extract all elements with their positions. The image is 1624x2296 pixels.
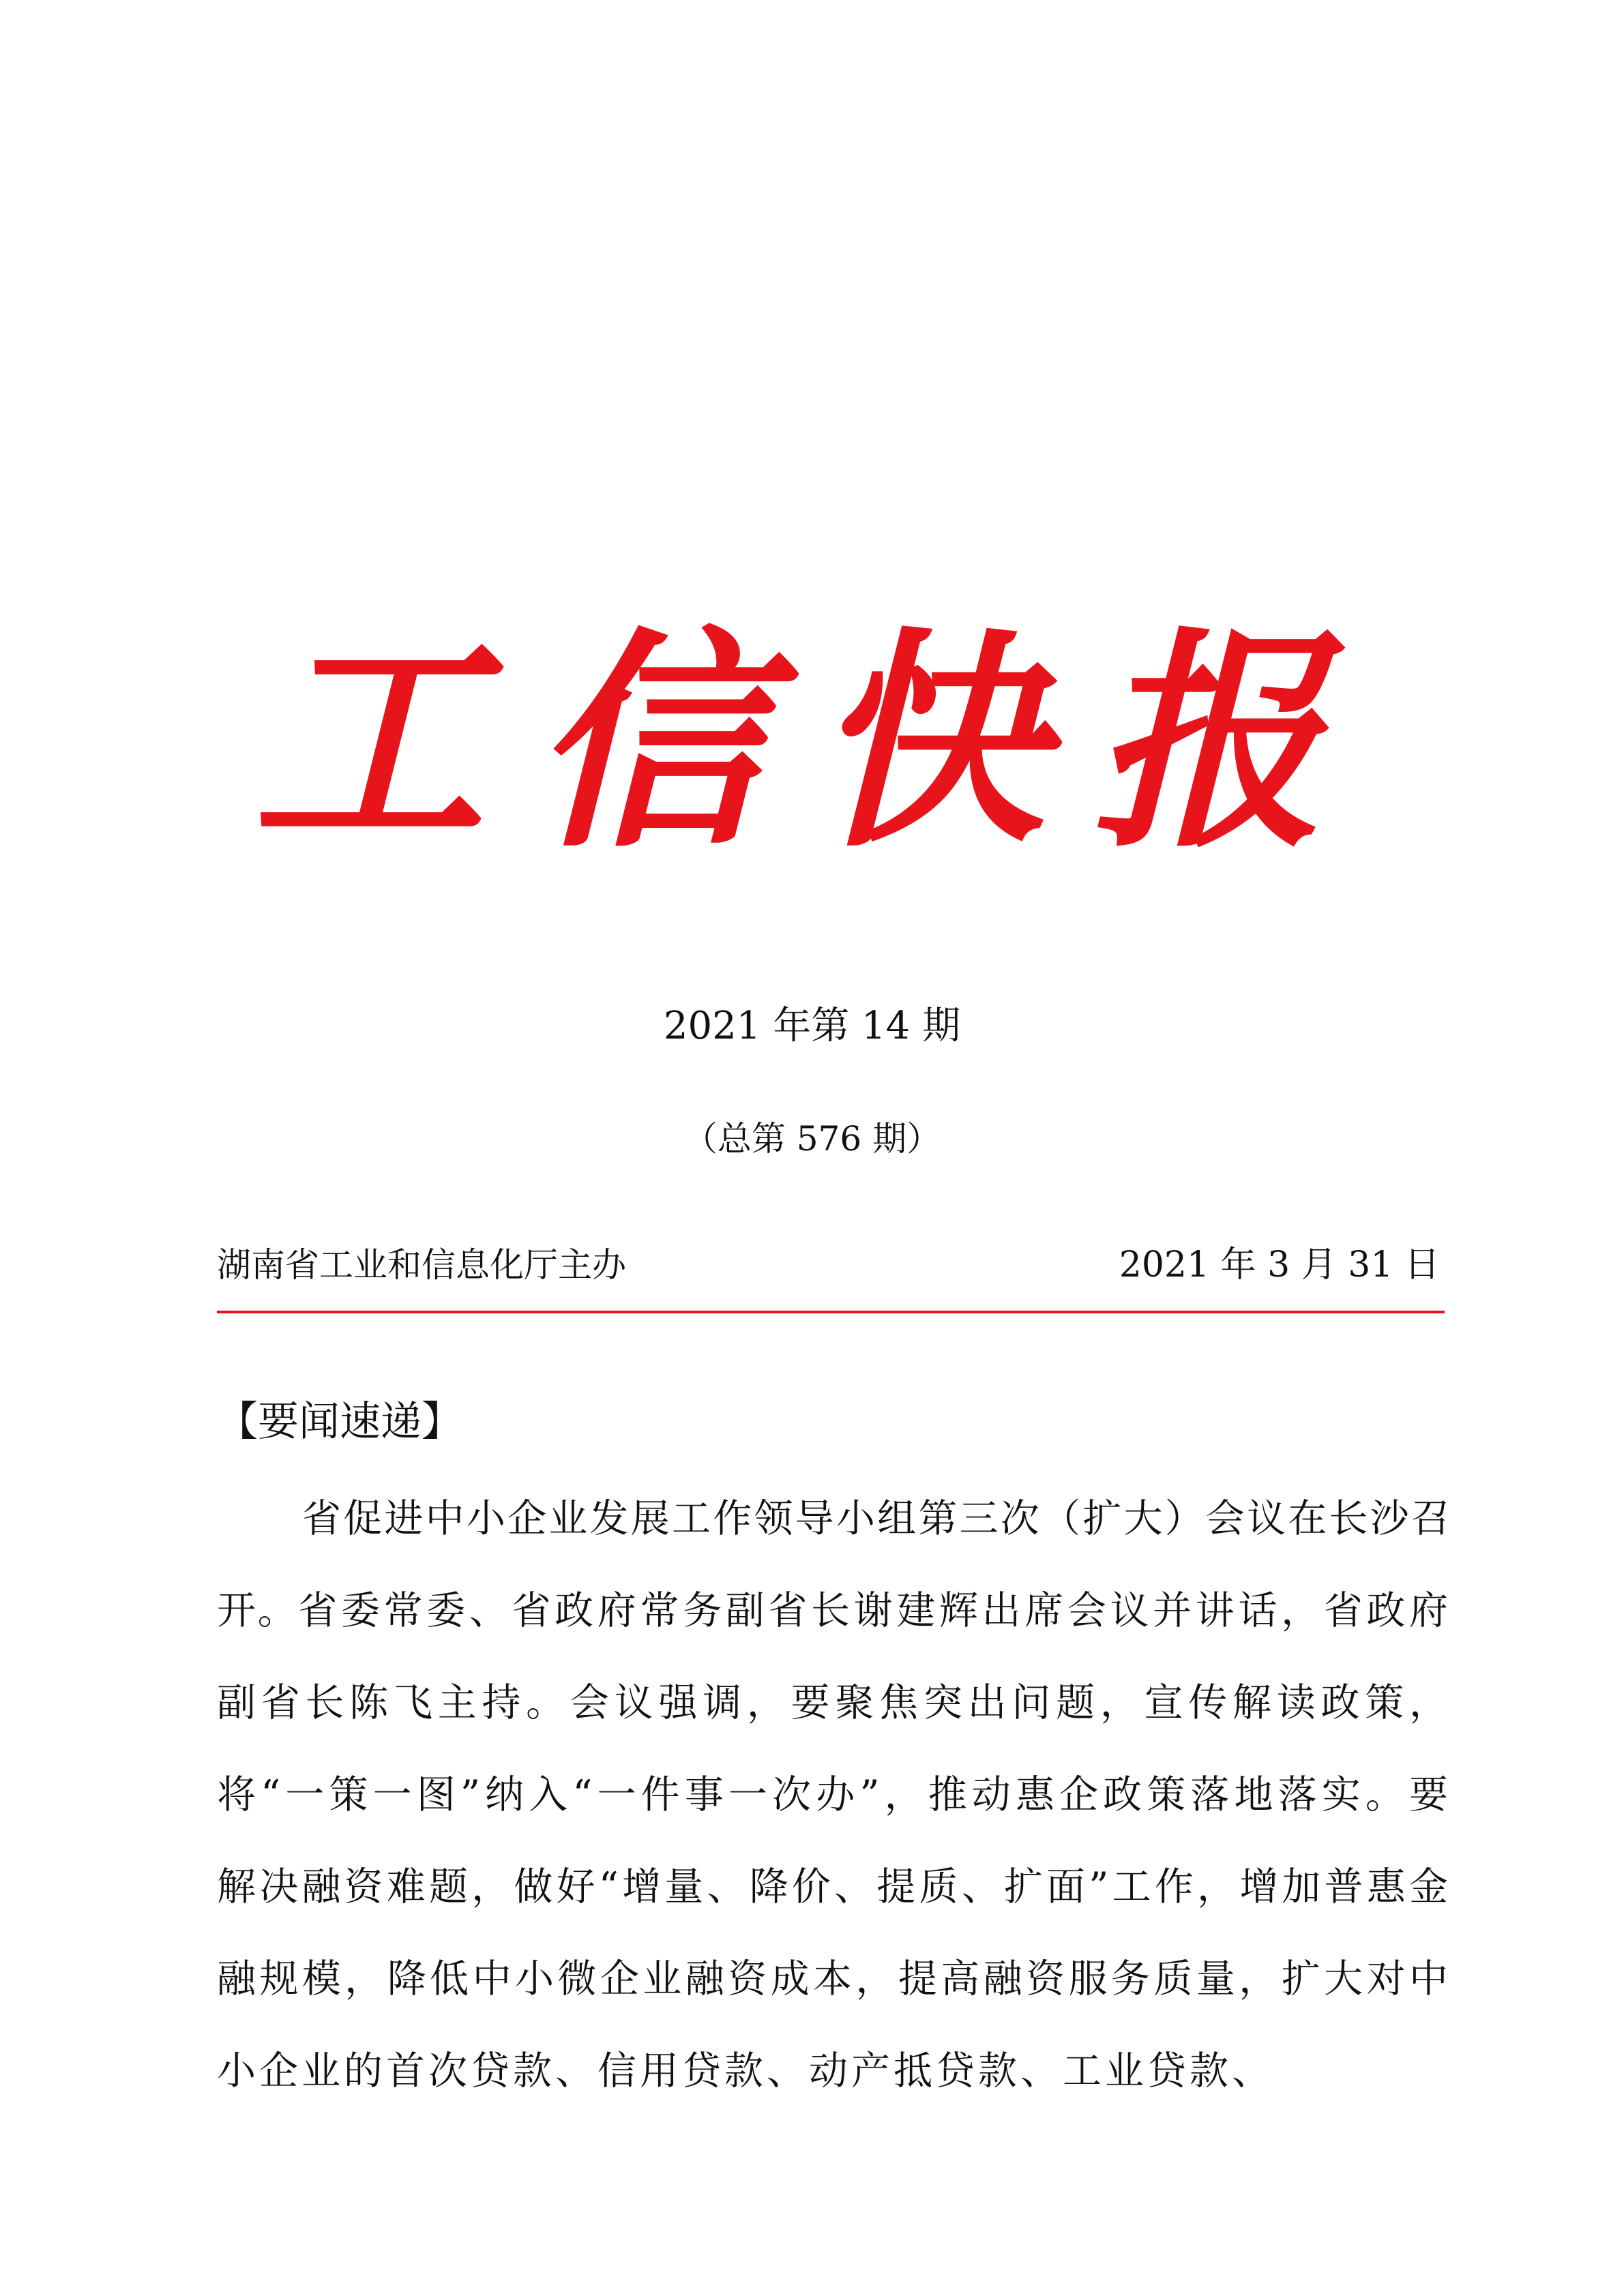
total-issue-number: （总第 576 期） <box>683 1119 941 1159</box>
header-divider <box>217 1311 1445 1313</box>
masthead-title: 工信快报 <box>252 607 1372 879</box>
section-heading: 【要闻速递】 <box>217 1398 462 1446</box>
article-body: 省委常委、省政府常务副省长谢建辉出席会议并讲话，省政府副省长陈飞主持。会议强调，要聚焦突出问题，宣传解读政策，将“一策一图”纳入“一件事一次办”，推动惠企政策落地落实。要解决融资难题，做好“增量、降价、提质、扩面”工作，增加普惠金融规模，降低中小微企业融资成本，提高融资服务质量，扩大对中小企业的首次贷款、信用贷款、动产抵贷款、工业贷款、 <box>217 1588 1452 2093</box>
issue-number: 2021 年第 14 期 <box>663 1004 961 1048</box>
sponsor-line: 湖南省工业和信息化厅主办 <box>217 1245 626 1285</box>
publication-date: 2021 年 3 月 31 日 <box>1119 1244 1440 1285</box>
article-headline: 省促进中小企业发展工作领导小组第三次（扩大）会议在长沙召开。 <box>217 1496 1451 1633</box>
article-paragraph <box>217 1473 1451 2117</box>
